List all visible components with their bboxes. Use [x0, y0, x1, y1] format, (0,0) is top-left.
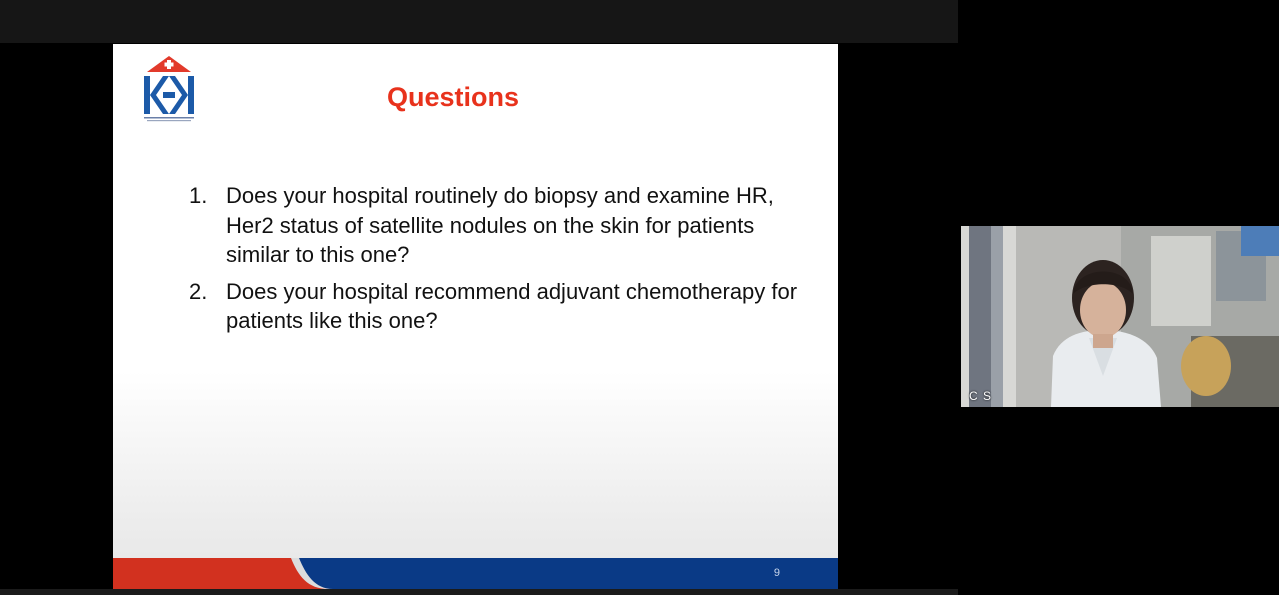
slide-page-number: 9: [773, 567, 780, 579]
shared-slide: [113, 44, 838, 589]
question-text: Does your hospital routinely do biopsy and examine HR, Her2 status of satellite nodules on the skin for patients similar to this one?: [226, 183, 774, 267]
question-number: 2.: [189, 278, 208, 304]
question-number: 1.: [189, 183, 208, 208]
question-text: Does your hospital recommend adjuvant chemotherapy for patients like this one?: [226, 278, 798, 333]
top-bar: [0, 0, 958, 43]
question-item: [189, 181, 809, 270]
participant-video-feed: [961, 226, 1279, 407]
participant-video-tile[interactable]: [961, 226, 1279, 407]
slide-footer: [113, 558, 838, 589]
slide-title: Questions: [386, 82, 520, 112]
bottom-strip: [0, 589, 958, 595]
question-list: [189, 181, 809, 343]
participant-name-label: C S: [969, 389, 993, 403]
question-item: [189, 277, 809, 336]
